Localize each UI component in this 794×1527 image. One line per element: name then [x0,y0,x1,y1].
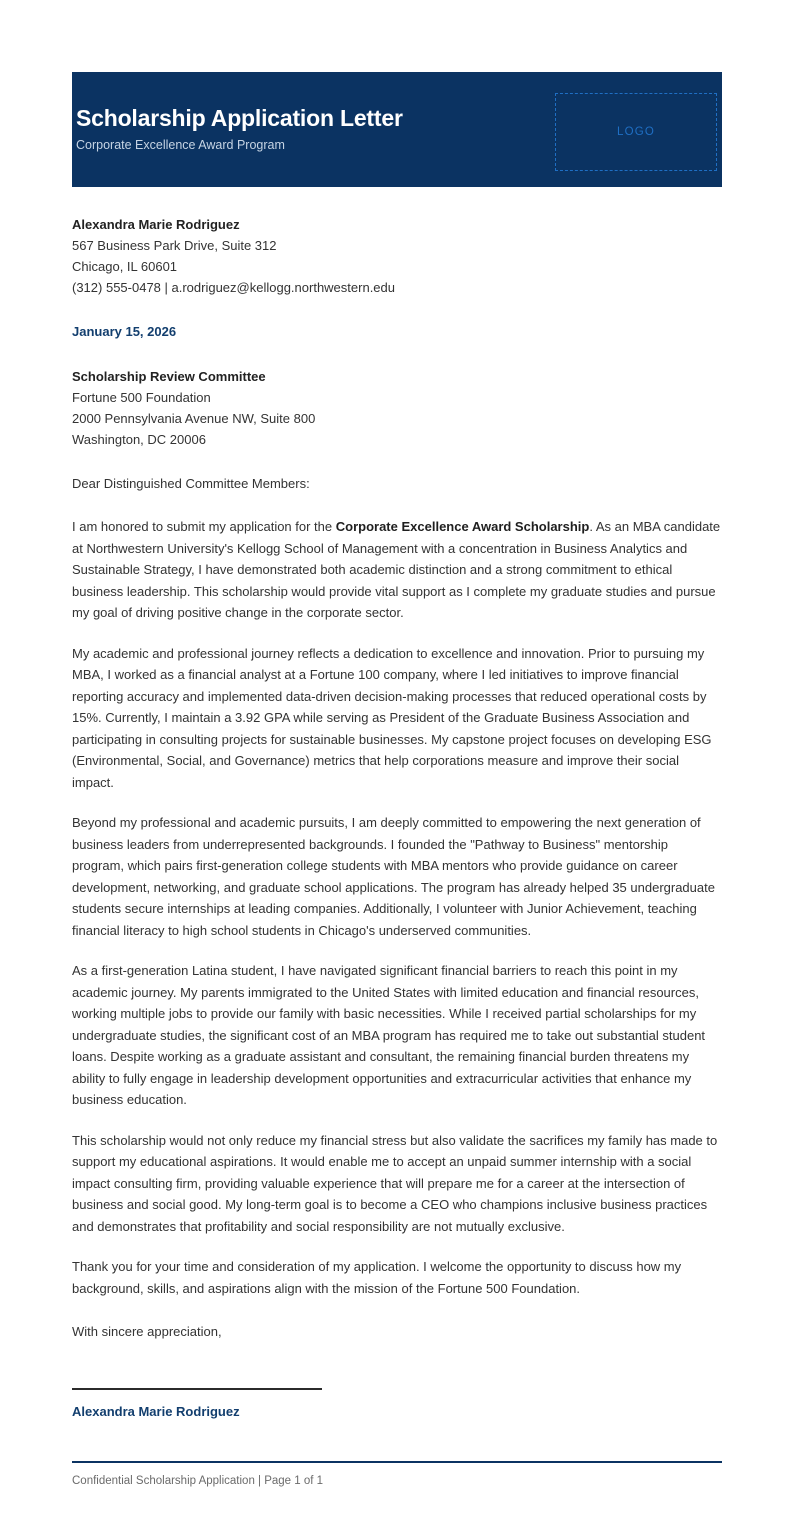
paragraph-1-trailing-text: . As an MBA candidate at Northwestern University's Kellogg School of Management with a concentration in Business Analytics and Sustainable Strategy, I have demonstrated both academic distinction and a strong commitment to ethical business leadership. This scholarship would provide vital support as I complete my graduate studies and pursue my goal of driving positive change in the corporate sector. [72,519,721,620]
body-paragraph-2: My academic and professional journey reflects a dedication to excellence and innovation. Prior to pursuing my MBA, I worked as a financial analyst at a Fortune 100 company, where I led initiatives to improve financial reporting accuracy and implemented data-driven decision-making processes that reduced operational costs by 15%. Currently, I maintain a 3.92 GPA while serving as President of the Graduate Business Association and participating in consulting projects for sustainable businesses. My capstone project focuses on developing ESG (Environmental, Social, and Governance) metrics that help corporations measure and improve their social impact. [72,645,712,790]
letter-header [72,72,722,187]
footer-text: Confidential Scholarship Application | Page 1 of 1 [72,1474,324,1487]
scholarship-name-emphasis: Corporate Excellence Award Scholarship [335,519,590,534]
logo-placeholder [555,93,717,171]
paragraph-1-lead-text: I am honored to submit my application for the [72,519,336,534]
recipient-address-block [72,366,722,450]
logo-placeholder-label: LOGO [616,126,656,138]
recipient-organization: Fortune 500 Foundation [72,390,211,405]
signature-name: Alexandra Marie Rodriguez [72,1403,240,1419]
header-title-group [76,106,403,152]
signature-block [72,1388,722,1419]
sender-address-block [72,214,722,298]
recipient-address-line-2: Washington, DC 20006 [72,432,206,447]
sender-address-line-2: Chicago, IL 60601 [72,259,178,274]
letter-date: January 15, 2026 [72,324,177,339]
body-paragraph-5: This scholarship would not only reduce my financial stress but also validate the sacrifices my family has made to support my educational aspirations. It would enable me to accept an unpaid summer internship with a social impact consulting firm, providing valuable experience that will prepare me for a career at the intersection of business and social good. My long-term goal is to become a CEO who champions inclusive business practices and demonstrates that profitability and social responsibility are not mutually exclusive. [72,1132,718,1234]
body-paragraph-3: Beyond my professional and academic pursuits, I am deeply committed to empowering the next generation of business leaders from underrepresented backgrounds. I founded the "Pathway to Business" mentorship program, which pairs first-generation college students with MBA mentors who provide guidance on career development, networking, and graduate school applications. The program has already helped 35 undergraduate students secure internships at leading companies. Additionally, I volunteer with Junior Achievement, teaching financial literacy to high school students in Chicago's underserved communities. [72,815,715,938]
sender-address-line-1: 567 Business Park Drive, Suite 312 [72,238,277,253]
body-paragraph-4: As a first-generation Latina student, I have navigated significant financial barriers to reach this point in my academic journey. My parents immigrated to the United States with limited education and financial resources, working multiple jobs to provide our family with basic necessities. While I received partial scholarships for my undergraduate studies, the significant cost of an MBA program has required me to take out substantial student loans. Despite working as a graduate assistant and consultant, the remaining financial burden threatens my ability to fully engage in leadership development opportunities and extracurricular activities that enhance my business education. [72,963,706,1107]
body-paragraph-6: Thank you for your time and consideration of my application. I welcome the opportunity to discuss how my background, skills, and aspirations align with the mission of the Fortune 500 Foundation. [72,1259,682,1296]
sender-name: Alexandra Marie Rodriguez [72,217,240,232]
page-title: Scholarship Application Letter [76,105,403,132]
page-subtitle: Corporate Excellence Award Program [76,137,285,152]
recipient-name: Scholarship Review Committee [72,369,266,384]
signature-line [72,1388,322,1390]
page-footer [72,1461,722,1527]
salutation: Dear Distinguished Committee Members: [72,476,310,491]
recipient-address-line-1: 2000 Pennsylvania Avenue NW, Suite 800 [72,411,316,426]
body-paragraph-1 [72,516,722,624]
closing-line: With sincere appreciation, [72,1324,222,1339]
sender-contact: (312) 555-0478 | a.rodriguez@kellogg.northwestern.edu [72,280,395,295]
